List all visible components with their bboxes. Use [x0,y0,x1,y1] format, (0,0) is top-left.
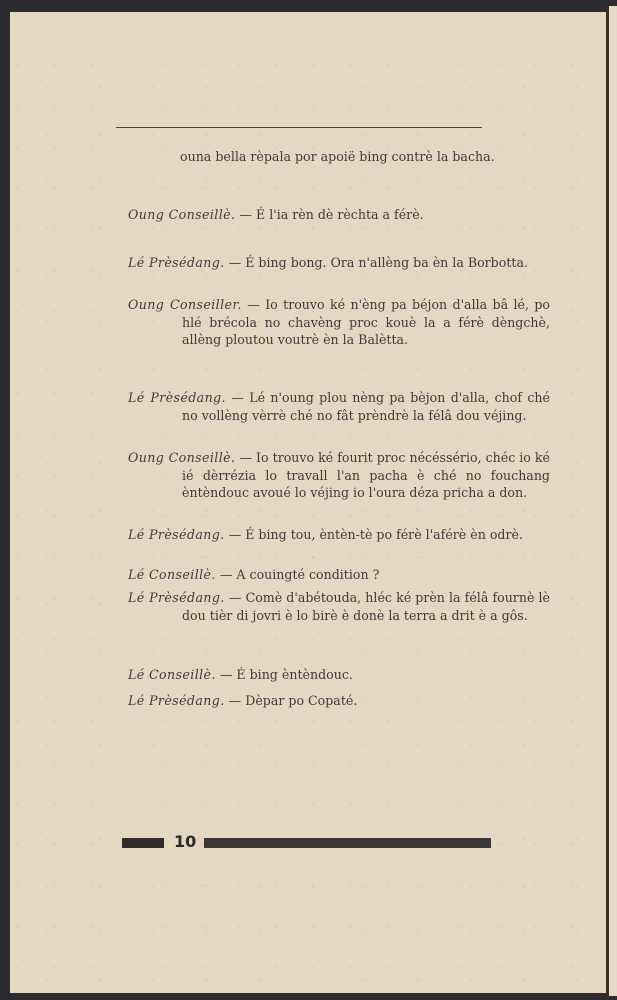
speaker-name: Lé Prèsédang. [128,693,225,708]
entry-text: — Io trouvo ké fourit proc nécéssério, chéc io ké ié dèrrézia lo travall l'an pacha è ché no fouchang èntèndouc avoué lo véjing io l'oura déza pricha a don. [182,450,550,500]
dialogue-entry [128,389,550,424]
book-page [10,12,606,993]
speaker-name: Oung Conseiller. [128,297,242,312]
entry-text: — A couingté condition ? [215,567,380,582]
entry-text: — Io trouvo ké n'èng pa béjon d'alla bâ lé, po hlé brécola no chavèng proc kouè la a férè dèngchè, allèng ploutou voutrè èn la Balètta. [182,297,550,347]
speaker-name: Lé Prèsédang. [128,590,225,605]
dialogue-entry [128,526,550,544]
speaker-name: Lé Prèsédang. [128,390,226,405]
entry-text: — É bing èntèndouc. [215,667,353,682]
speaker-name: Lé Prèsédang. [128,527,225,542]
speaker-name: Lé Conseillè. [128,667,216,682]
entry-text: — Dèpar po Copaté. [224,693,358,708]
entry-text: — É l'ia rèn dè rèchta a férè. [235,207,424,222]
speaker-name: Lé Conseillè. [128,567,216,582]
entry-text: — É bing tou, èntèn-tè po férè l'aférè èn odrè. [224,527,523,542]
dialogue-entry [128,206,550,224]
header-rule [116,127,482,128]
dialogue-entry [128,449,550,502]
entry-text: — Lé n'oung plou nèng pa bèjon d'alla, chof ché no vollèng vèrrè ché no fât prèndrè la félâ dou véjing. [182,390,550,423]
dialogue-entry [128,254,550,272]
dialogue-entry [128,566,550,584]
footer-bar-left [122,838,164,848]
speaker-name: Oung Conseillè. [128,207,236,222]
dialogue-entry [128,589,550,624]
footer-bar-right [204,838,491,848]
entry-text: — É bing bong. Ora n'allèng ba èn la Borbotta. [224,255,528,270]
next-page-edge [609,6,617,996]
dialogue-entry [128,692,550,710]
speaker-name: Lé Prèsédang. [128,255,225,270]
dialogue-entry [128,296,550,349]
page-number: 10 [174,832,197,851]
dialogue-entry [128,666,550,684]
entry-text: ouna bella rèpala por apoië bing contrè la bacha. [180,149,495,164]
entry-text: — Comè d'abétouda, hléc ké prèn la félâ fournè lè dou tièr di jovri è lo birè è donè la terra a drit è a gôs. [182,590,550,623]
speaker-name: Oung Conseillè. [128,450,236,465]
page-footer [122,833,492,851]
dialogue-entry [128,148,548,166]
